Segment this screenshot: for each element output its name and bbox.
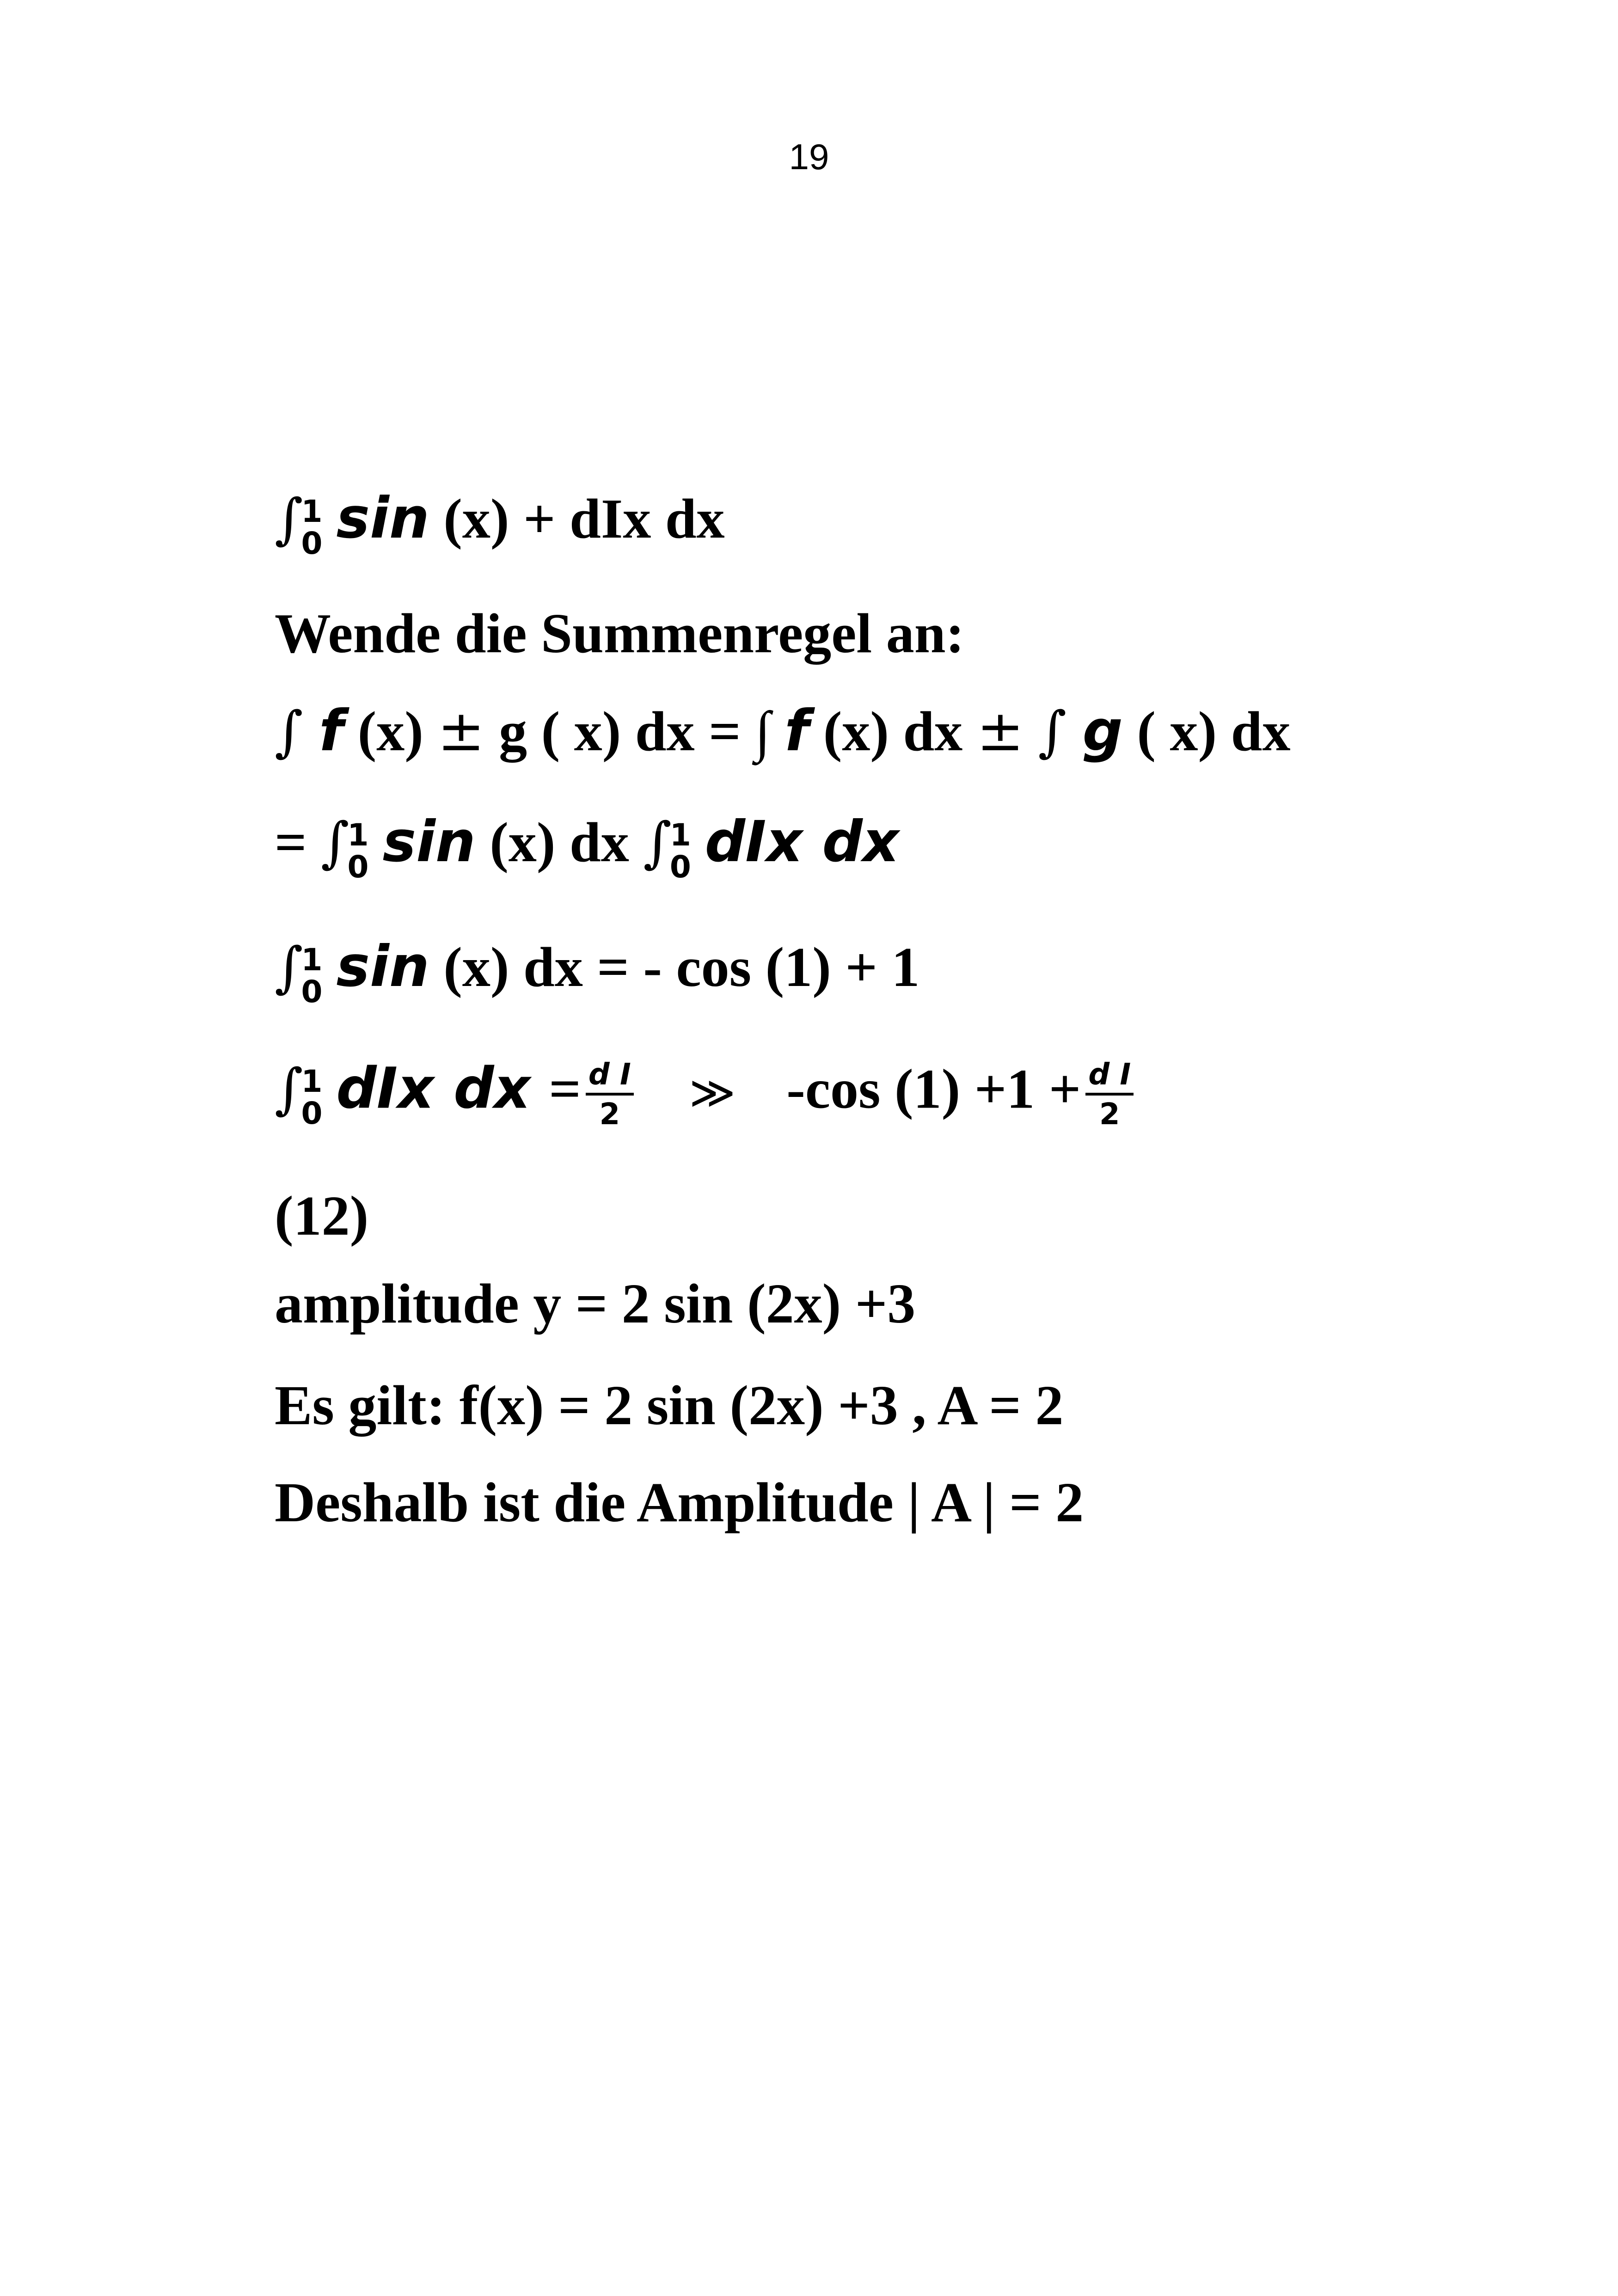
upper-limit: 1 (347, 817, 369, 853)
function-f: f (319, 698, 344, 764)
dix-expression: dIx dx (705, 809, 899, 875)
fraction-denominator: 2 (599, 1097, 620, 1132)
exercise-number: (12) (275, 1185, 369, 1247)
integral-limits (348, 819, 369, 883)
lower-limit: 0 (669, 849, 691, 885)
much-greater-sign: ≫ (689, 1066, 736, 1119)
page-number: 19 (789, 136, 829, 177)
integral-limits (670, 819, 691, 883)
equals-sign: = (275, 811, 307, 874)
fraction-di-over-2 (586, 1059, 634, 1131)
integral-sign: ∫ (643, 810, 672, 874)
function-f: f (784, 698, 809, 764)
plus-minus-sign: ± (437, 698, 485, 764)
upper-limit: 1 (301, 493, 323, 529)
plus-minus-sign: ± (976, 698, 1024, 764)
formula-middle: g ( x) dx = ∫ (499, 700, 771, 763)
sum-rule-formula (275, 698, 1291, 764)
sin-result: (x) dx = - cos (1) + 1 (443, 936, 920, 998)
es-gilt-line: Es gilt: f(x) = 2 sin (2x) +3 , A = 2 (275, 1374, 1064, 1437)
function-g: g (1082, 698, 1123, 764)
expression-rest: (x) + dIx dx (443, 488, 725, 550)
integral-sin-plus-dix (275, 485, 725, 561)
integral-sign: ∫ (1038, 699, 1067, 763)
integral-sign: ∫ (275, 935, 303, 999)
sin-function: sin (382, 809, 476, 875)
lower-limit: 0 (301, 974, 323, 1010)
dix-expression: dIx dx (336, 1055, 531, 1121)
amplitude-conclusion: Deshalb ist die Amplitude | A | = 2 (275, 1471, 1084, 1534)
formula-end: ( x) dx (1137, 700, 1291, 763)
integral-limits (301, 493, 323, 561)
equals-sign: = (549, 1058, 581, 1120)
sin-argument: (x) dx (490, 811, 629, 874)
lower-limit: 0 (301, 1096, 323, 1132)
lower-limit: 0 (347, 849, 369, 885)
integral-sign: ∫ (275, 487, 303, 551)
integral-sign: ∫ (275, 1057, 303, 1121)
fraction-numerator: d I (586, 1059, 634, 1096)
fraction-numerator: d I (1085, 1059, 1134, 1096)
lower-limit: 0 (301, 526, 323, 561)
argument-x: (x) (357, 700, 423, 763)
integral-limits (301, 1065, 322, 1130)
integral-limits (301, 944, 322, 1008)
final-result: -cos (1) +1 + (786, 1058, 1081, 1120)
integral-sin-result (275, 934, 920, 1010)
fraction-denominator: 2 (1099, 1097, 1120, 1132)
split-integrals (275, 809, 899, 885)
summenregel-heading: Wende die Summenregel an: (275, 602, 965, 665)
formula-dx: (x) dx (823, 700, 963, 763)
sin-function: sin (336, 485, 429, 551)
upper-limit: 1 (669, 817, 691, 853)
upper-limit: 1 (301, 1064, 323, 1100)
amplitude-task: amplitude y = 2 sin (2x) +3 (275, 1273, 916, 1335)
fraction-di-over-2 (1085, 1059, 1134, 1131)
upper-limit: 1 (301, 942, 323, 978)
integral-sign: ∫ (275, 699, 303, 763)
integral-sign: ∫ (321, 810, 349, 874)
integral-dix-result (275, 1055, 1138, 1132)
sin-function: sin (336, 934, 429, 999)
